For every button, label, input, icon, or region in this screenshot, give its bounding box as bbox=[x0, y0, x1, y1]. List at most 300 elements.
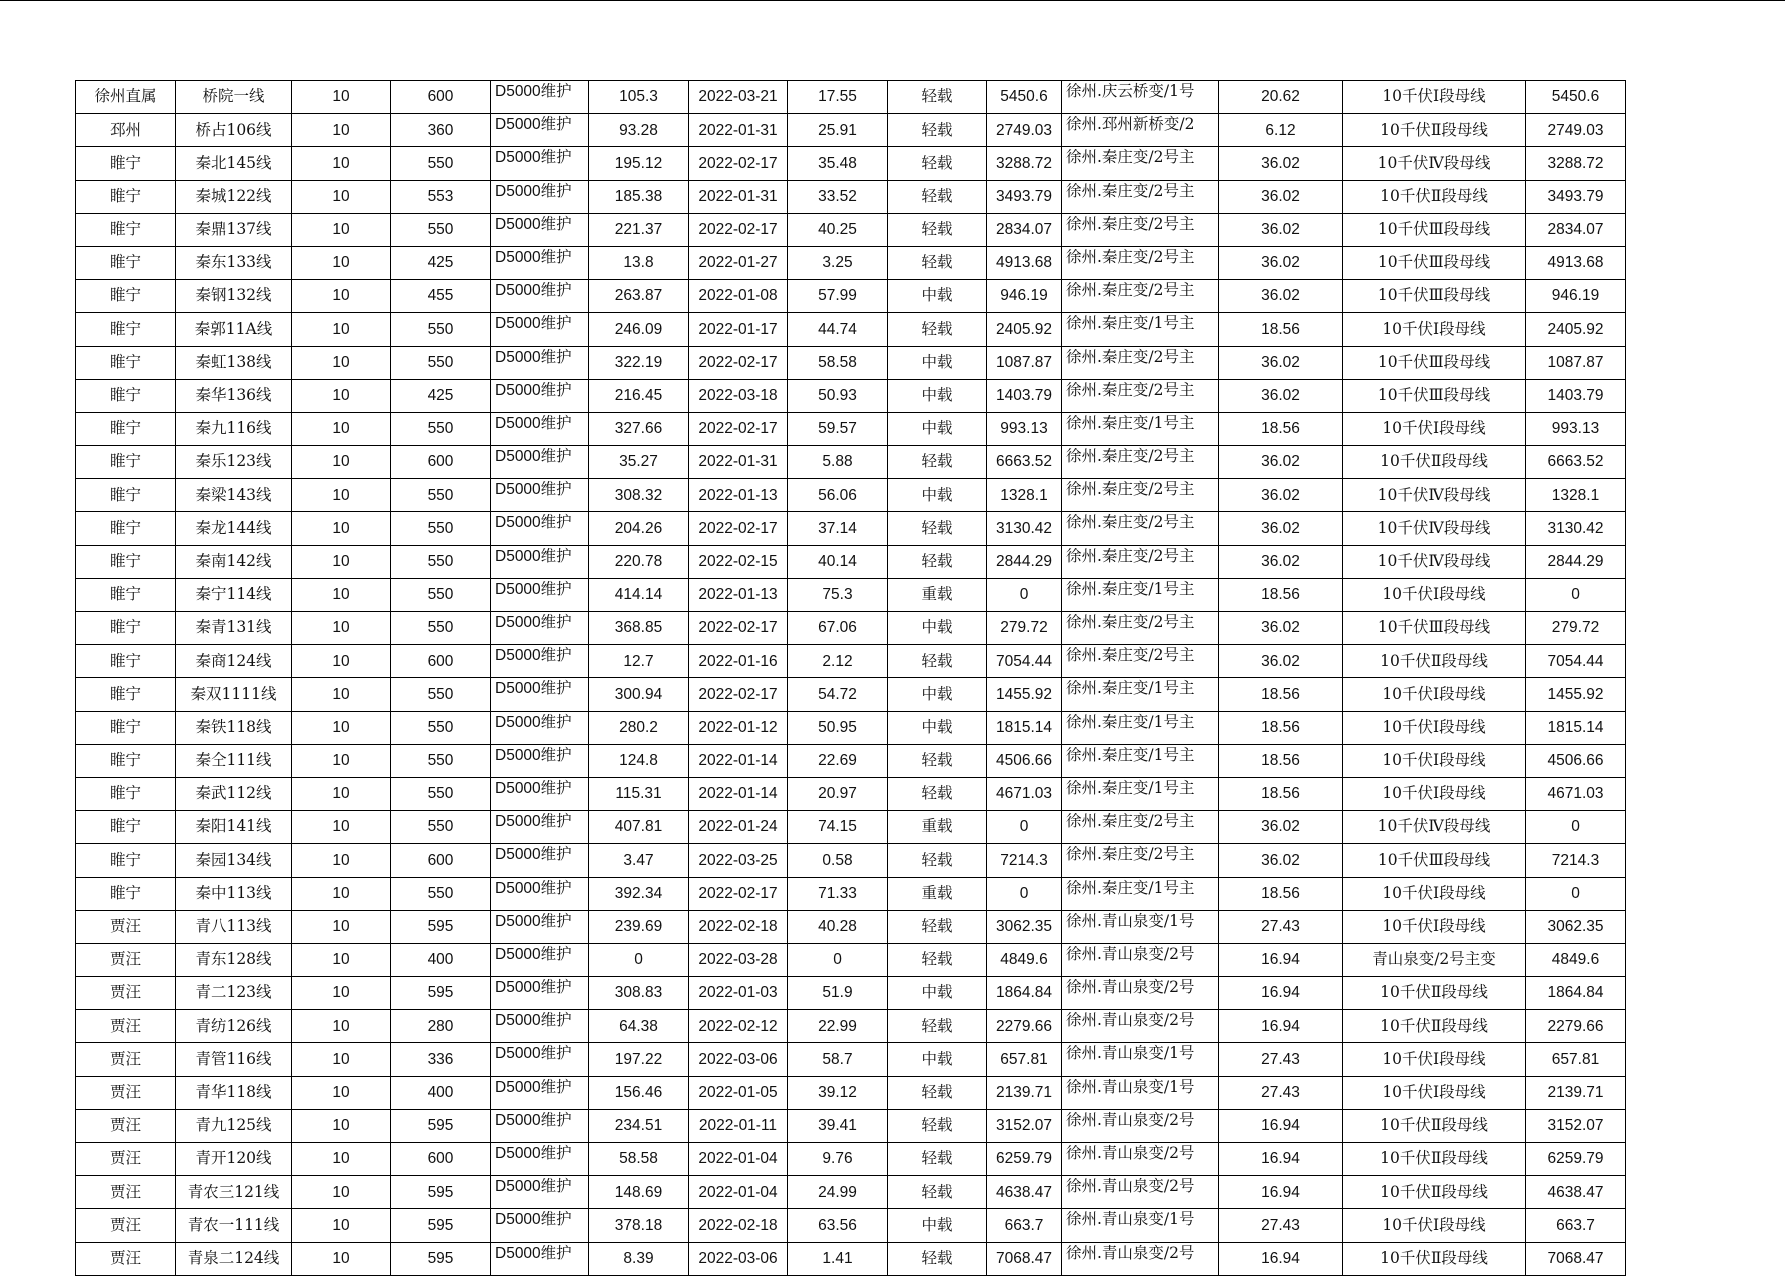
cell-substation: 徐州.青山泉变/2号 bbox=[1062, 977, 1219, 1010]
cell-remaining: 1328.1 bbox=[987, 479, 1062, 512]
cell-load-rate: 50.93 bbox=[788, 379, 888, 412]
cell-load-rate: 25.91 bbox=[788, 114, 888, 147]
cell-voltage: 10 bbox=[292, 943, 391, 976]
cell-bus-section: 10千伏Ⅲ段母线 bbox=[1343, 280, 1526, 313]
cell-load-rate: 63.56 bbox=[788, 1209, 888, 1242]
cell-load-rate: 67.06 bbox=[788, 612, 888, 645]
cell-bus-section: 10千伏Ⅱ段母线 bbox=[1343, 114, 1526, 147]
cell-load-rate: 44.74 bbox=[788, 313, 888, 346]
cell-load-rate: 40.25 bbox=[788, 213, 888, 246]
table-row bbox=[76, 1109, 1626, 1142]
cell-load-level: 重载 bbox=[888, 877, 987, 910]
cell-capacity: 550 bbox=[391, 313, 491, 346]
cell-voltage: 10 bbox=[292, 811, 391, 844]
cell-data-source: D5000维护 bbox=[491, 180, 589, 213]
cell-data-source: D5000维护 bbox=[491, 777, 589, 810]
cell-capacity: 550 bbox=[391, 412, 491, 445]
table-row bbox=[76, 943, 1626, 976]
cell-load-level: 轻载 bbox=[888, 1176, 987, 1209]
cell-line-name: 秦城122线 bbox=[176, 180, 292, 213]
cell-load-level: 中载 bbox=[888, 612, 987, 645]
cell-remaining: 7054.44 bbox=[987, 645, 1062, 678]
cell-district: 睢宁 bbox=[76, 877, 176, 910]
cell-bus-section: 10千伏Ⅰ段母线 bbox=[1343, 711, 1526, 744]
cell-current: 216.45 bbox=[589, 379, 689, 412]
cell-data-source: D5000维护 bbox=[491, 977, 589, 1010]
cell-date: 2022-01-12 bbox=[689, 711, 788, 744]
cell-bus-section: 10千伏Ⅱ段母线 bbox=[1343, 977, 1526, 1010]
cell-current: 221.37 bbox=[589, 213, 689, 246]
cell-voltage: 10 bbox=[292, 1109, 391, 1142]
cell-load-level: 重载 bbox=[888, 578, 987, 611]
cell-remaining: 1815.14 bbox=[987, 711, 1062, 744]
cell-remaining: 7068.47 bbox=[987, 1242, 1062, 1275]
cell-transformer-rate: 16.94 bbox=[1219, 943, 1343, 976]
cell-available-capacity: 3130.42 bbox=[1526, 512, 1626, 545]
cell-data-source: D5000维护 bbox=[491, 678, 589, 711]
cell-current: 58.58 bbox=[589, 1143, 689, 1176]
cell-current: 35.27 bbox=[589, 446, 689, 479]
cell-line-name: 秦东133线 bbox=[176, 246, 292, 279]
cell-capacity: 550 bbox=[391, 711, 491, 744]
cell-substation: 徐州.青山泉变/2号 bbox=[1062, 1109, 1219, 1142]
cell-remaining: 657.81 bbox=[987, 1043, 1062, 1076]
cell-remaining: 946.19 bbox=[987, 280, 1062, 313]
cell-load-level: 轻载 bbox=[888, 512, 987, 545]
cell-line-name: 秦中113线 bbox=[176, 877, 292, 910]
cell-available-capacity: 2279.66 bbox=[1526, 1010, 1626, 1043]
cell-load-level: 轻载 bbox=[888, 1242, 987, 1275]
cell-current: 327.66 bbox=[589, 412, 689, 445]
cell-capacity: 400 bbox=[391, 943, 491, 976]
cell-available-capacity: 6259.79 bbox=[1526, 1143, 1626, 1176]
cell-substation: 徐州.秦庄变/1号主 bbox=[1062, 313, 1219, 346]
cell-date: 2022-02-17 bbox=[689, 213, 788, 246]
cell-available-capacity: 946.19 bbox=[1526, 280, 1626, 313]
cell-remaining: 3288.72 bbox=[987, 147, 1062, 180]
table-row bbox=[76, 1209, 1626, 1242]
cell-date: 2022-01-03 bbox=[689, 977, 788, 1010]
cell-available-capacity: 657.81 bbox=[1526, 1043, 1626, 1076]
cell-transformer-rate: 16.94 bbox=[1219, 1176, 1343, 1209]
cell-date: 2022-01-04 bbox=[689, 1143, 788, 1176]
cell-bus-section: 10千伏Ⅱ段母线 bbox=[1343, 645, 1526, 678]
cell-load-rate: 39.12 bbox=[788, 1076, 888, 1109]
table-row bbox=[76, 545, 1626, 578]
cell-load-rate: 40.28 bbox=[788, 910, 888, 943]
cell-transformer-rate: 16.94 bbox=[1219, 1242, 1343, 1275]
cell-load-level: 轻载 bbox=[888, 1076, 987, 1109]
cell-district: 贾汪 bbox=[76, 1209, 176, 1242]
cell-data-source: D5000维护 bbox=[491, 612, 589, 645]
cell-transformer-rate: 18.56 bbox=[1219, 777, 1343, 810]
cell-load-rate: 5.88 bbox=[788, 446, 888, 479]
cell-available-capacity: 3493.79 bbox=[1526, 180, 1626, 213]
cell-line-name: 秦梁143线 bbox=[176, 479, 292, 512]
cell-bus-section: 10千伏Ⅰ段母线 bbox=[1343, 744, 1526, 777]
cell-current: 93.28 bbox=[589, 114, 689, 147]
cell-voltage: 10 bbox=[292, 645, 391, 678]
cell-district: 睢宁 bbox=[76, 446, 176, 479]
cell-district: 睢宁 bbox=[76, 313, 176, 346]
table-row bbox=[76, 1010, 1626, 1043]
cell-remaining: 1087.87 bbox=[987, 346, 1062, 379]
cell-date: 2022-02-15 bbox=[689, 545, 788, 578]
cell-bus-section: 10千伏Ⅱ段母线 bbox=[1343, 1109, 1526, 1142]
cell-available-capacity: 3062.35 bbox=[1526, 910, 1626, 943]
cell-current: 392.34 bbox=[589, 877, 689, 910]
cell-available-capacity: 993.13 bbox=[1526, 412, 1626, 445]
cell-transformer-rate: 20.62 bbox=[1219, 81, 1343, 114]
cell-district: 睢宁 bbox=[76, 545, 176, 578]
cell-substation: 徐州.秦庄变/2号主 bbox=[1062, 545, 1219, 578]
cell-district: 贾汪 bbox=[76, 943, 176, 976]
cell-current: 263.87 bbox=[589, 280, 689, 313]
cell-line-name: 秦武112线 bbox=[176, 777, 292, 810]
cell-data-source: D5000维护 bbox=[491, 811, 589, 844]
cell-available-capacity: 1087.87 bbox=[1526, 346, 1626, 379]
cell-remaining: 663.7 bbox=[987, 1209, 1062, 1242]
cell-capacity: 455 bbox=[391, 280, 491, 313]
cell-data-source: D5000维护 bbox=[491, 1209, 589, 1242]
cell-line-name: 青纺126线 bbox=[176, 1010, 292, 1043]
cell-transformer-rate: 27.43 bbox=[1219, 1043, 1343, 1076]
table-row bbox=[76, 180, 1626, 213]
cell-substation: 徐州.青山泉变/2号 bbox=[1062, 943, 1219, 976]
cell-load-level: 轻载 bbox=[888, 910, 987, 943]
cell-remaining: 993.13 bbox=[987, 412, 1062, 445]
cell-capacity: 600 bbox=[391, 446, 491, 479]
cell-load-level: 重载 bbox=[888, 811, 987, 844]
cell-available-capacity: 7068.47 bbox=[1526, 1242, 1626, 1275]
cell-current: 156.46 bbox=[589, 1076, 689, 1109]
cell-voltage: 10 bbox=[292, 147, 391, 180]
cell-bus-section: 10千伏Ⅲ段母线 bbox=[1343, 213, 1526, 246]
cell-capacity: 600 bbox=[391, 81, 491, 114]
cell-district: 贾汪 bbox=[76, 977, 176, 1010]
cell-bus-section: 10千伏Ⅱ段母线 bbox=[1343, 446, 1526, 479]
cell-load-level: 中载 bbox=[888, 280, 987, 313]
cell-remaining: 279.72 bbox=[987, 612, 1062, 645]
cell-line-name: 秦南142线 bbox=[176, 545, 292, 578]
cell-voltage: 10 bbox=[292, 479, 391, 512]
cell-load-rate: 71.33 bbox=[788, 877, 888, 910]
cell-load-level: 轻载 bbox=[888, 844, 987, 877]
cell-current: 280.2 bbox=[589, 711, 689, 744]
cell-available-capacity: 4849.6 bbox=[1526, 943, 1626, 976]
cell-substation: 徐州.秦庄变/2号主 bbox=[1062, 213, 1219, 246]
cell-available-capacity: 1864.84 bbox=[1526, 977, 1626, 1010]
cell-substation: 徐州.秦庄变/2号主 bbox=[1062, 246, 1219, 279]
cell-district: 睢宁 bbox=[76, 147, 176, 180]
cell-district: 贾汪 bbox=[76, 1010, 176, 1043]
cell-district: 贾汪 bbox=[76, 1143, 176, 1176]
cell-substation: 徐州.青山泉变/1号 bbox=[1062, 910, 1219, 943]
cell-transformer-rate: 18.56 bbox=[1219, 313, 1343, 346]
table-row bbox=[76, 379, 1626, 412]
cell-remaining: 1864.84 bbox=[987, 977, 1062, 1010]
cell-date: 2022-01-11 bbox=[689, 1109, 788, 1142]
cell-load-rate: 20.97 bbox=[788, 777, 888, 810]
cell-capacity: 553 bbox=[391, 180, 491, 213]
cell-voltage: 10 bbox=[292, 1010, 391, 1043]
cell-voltage: 10 bbox=[292, 744, 391, 777]
cell-load-rate: 56.06 bbox=[788, 479, 888, 512]
table-row bbox=[76, 147, 1626, 180]
cell-substation: 徐州.青山泉变/1号 bbox=[1062, 1043, 1219, 1076]
cell-capacity: 360 bbox=[391, 114, 491, 147]
cell-substation: 徐州.青山泉变/2号 bbox=[1062, 1010, 1219, 1043]
cell-remaining: 4913.68 bbox=[987, 246, 1062, 279]
cell-voltage: 10 bbox=[292, 379, 391, 412]
cell-line-name: 青农三121线 bbox=[176, 1176, 292, 1209]
cell-current: 12.7 bbox=[589, 645, 689, 678]
cell-current: 407.81 bbox=[589, 811, 689, 844]
cell-transformer-rate: 18.56 bbox=[1219, 678, 1343, 711]
table-row bbox=[76, 213, 1626, 246]
cell-available-capacity: 1403.79 bbox=[1526, 379, 1626, 412]
cell-capacity: 600 bbox=[391, 844, 491, 877]
cell-date: 2022-01-05 bbox=[689, 1076, 788, 1109]
cell-remaining: 6663.52 bbox=[987, 446, 1062, 479]
cell-current: 148.69 bbox=[589, 1176, 689, 1209]
table-row bbox=[76, 114, 1626, 147]
cell-line-name: 青九125线 bbox=[176, 1109, 292, 1142]
cell-load-rate: 1.41 bbox=[788, 1242, 888, 1275]
cell-load-rate: 37.14 bbox=[788, 512, 888, 545]
cell-voltage: 10 bbox=[292, 280, 391, 313]
cell-data-source: D5000维护 bbox=[491, 545, 589, 578]
cell-capacity: 550 bbox=[391, 811, 491, 844]
cell-line-name: 秦九116线 bbox=[176, 412, 292, 445]
cell-load-level: 轻载 bbox=[888, 81, 987, 114]
cell-voltage: 10 bbox=[292, 180, 391, 213]
cell-remaining: 4506.66 bbox=[987, 744, 1062, 777]
cell-load-rate: 2.12 bbox=[788, 645, 888, 678]
cell-district: 睢宁 bbox=[76, 246, 176, 279]
cell-bus-section: 10千伏Ⅰ段母线 bbox=[1343, 1209, 1526, 1242]
cell-capacity: 336 bbox=[391, 1043, 491, 1076]
cell-data-source: D5000维护 bbox=[491, 114, 589, 147]
cell-district: 睢宁 bbox=[76, 180, 176, 213]
cell-line-name: 秦园134线 bbox=[176, 844, 292, 877]
cell-transformer-rate: 16.94 bbox=[1219, 977, 1343, 1010]
cell-district: 睢宁 bbox=[76, 213, 176, 246]
cell-voltage: 10 bbox=[292, 313, 391, 346]
cell-district: 睢宁 bbox=[76, 280, 176, 313]
cell-district: 睢宁 bbox=[76, 512, 176, 545]
cell-remaining: 0 bbox=[987, 578, 1062, 611]
cell-data-source: D5000维护 bbox=[491, 446, 589, 479]
cell-remaining: 2405.92 bbox=[987, 313, 1062, 346]
table-row bbox=[76, 512, 1626, 545]
cell-transformer-rate: 36.02 bbox=[1219, 213, 1343, 246]
cell-available-capacity: 4638.47 bbox=[1526, 1176, 1626, 1209]
cell-load-level: 中载 bbox=[888, 678, 987, 711]
table-row bbox=[76, 1143, 1626, 1176]
cell-voltage: 10 bbox=[292, 114, 391, 147]
cell-substation: 徐州.青山泉变/1号 bbox=[1062, 1076, 1219, 1109]
cell-available-capacity: 1815.14 bbox=[1526, 711, 1626, 744]
cell-data-source: D5000维护 bbox=[491, 379, 589, 412]
table-row bbox=[76, 346, 1626, 379]
cell-remaining: 5450.6 bbox=[987, 81, 1062, 114]
cell-date: 2022-01-27 bbox=[689, 246, 788, 279]
cell-line-name: 秦青131线 bbox=[176, 612, 292, 645]
cell-transformer-rate: 18.56 bbox=[1219, 877, 1343, 910]
cell-district: 睢宁 bbox=[76, 578, 176, 611]
cell-line-name: 秦鼎137线 bbox=[176, 213, 292, 246]
cell-remaining: 4671.03 bbox=[987, 777, 1062, 810]
cell-transformer-rate: 16.94 bbox=[1219, 1143, 1343, 1176]
cell-district: 徐州直属 bbox=[76, 81, 176, 114]
table-body bbox=[76, 81, 1626, 1276]
cell-capacity: 425 bbox=[391, 379, 491, 412]
cell-data-source: D5000维护 bbox=[491, 346, 589, 379]
table-row bbox=[76, 1076, 1626, 1109]
cell-load-level: 中载 bbox=[888, 346, 987, 379]
cell-line-name: 桥院一线 bbox=[176, 81, 292, 114]
cell-bus-section: 10千伏Ⅲ段母线 bbox=[1343, 844, 1526, 877]
cell-current: 322.19 bbox=[589, 346, 689, 379]
cell-substation: 徐州.秦庄变/1号主 bbox=[1062, 678, 1219, 711]
cell-remaining: 2139.71 bbox=[987, 1076, 1062, 1109]
cell-current: 234.51 bbox=[589, 1109, 689, 1142]
cell-available-capacity: 0 bbox=[1526, 578, 1626, 611]
table-row bbox=[76, 578, 1626, 611]
cell-voltage: 10 bbox=[292, 777, 391, 810]
cell-line-name: 青农一111线 bbox=[176, 1209, 292, 1242]
cell-date: 2022-01-14 bbox=[689, 744, 788, 777]
cell-data-source: D5000维护 bbox=[491, 1143, 589, 1176]
cell-load-rate: 9.76 bbox=[788, 1143, 888, 1176]
table-row bbox=[76, 412, 1626, 445]
cell-available-capacity: 663.7 bbox=[1526, 1209, 1626, 1242]
cell-line-name: 秦双1111线 bbox=[176, 678, 292, 711]
cell-data-source: D5000维护 bbox=[491, 1242, 589, 1275]
cell-current: 64.38 bbox=[589, 1010, 689, 1043]
cell-capacity: 550 bbox=[391, 346, 491, 379]
cell-transformer-rate: 6.12 bbox=[1219, 114, 1343, 147]
cell-bus-section: 青山泉变/2号主变 bbox=[1343, 943, 1526, 976]
cell-data-source: D5000维护 bbox=[491, 943, 589, 976]
cell-load-rate: 39.41 bbox=[788, 1109, 888, 1142]
cell-available-capacity: 6663.52 bbox=[1526, 446, 1626, 479]
cell-capacity: 550 bbox=[391, 479, 491, 512]
cell-line-name: 秦北145线 bbox=[176, 147, 292, 180]
cell-available-capacity: 1455.92 bbox=[1526, 678, 1626, 711]
cell-load-level: 轻载 bbox=[888, 446, 987, 479]
cell-capacity: 400 bbox=[391, 1076, 491, 1109]
table-row bbox=[76, 844, 1626, 877]
cell-transformer-rate: 36.02 bbox=[1219, 545, 1343, 578]
cell-data-source: D5000维护 bbox=[491, 877, 589, 910]
cell-current: 13.8 bbox=[589, 246, 689, 279]
cell-transformer-rate: 36.02 bbox=[1219, 844, 1343, 877]
cell-line-name: 秦仝111线 bbox=[176, 744, 292, 777]
cell-data-source: D5000维护 bbox=[491, 512, 589, 545]
cell-data-source: D5000维护 bbox=[491, 1043, 589, 1076]
cell-bus-section: 10千伏Ⅲ段母线 bbox=[1343, 379, 1526, 412]
cell-transformer-rate: 36.02 bbox=[1219, 446, 1343, 479]
table-row bbox=[76, 645, 1626, 678]
cell-date: 2022-03-25 bbox=[689, 844, 788, 877]
cell-load-rate: 24.99 bbox=[788, 1176, 888, 1209]
cell-bus-section: 10千伏Ⅰ段母线 bbox=[1343, 313, 1526, 346]
cell-voltage: 10 bbox=[292, 246, 391, 279]
cell-date: 2022-03-18 bbox=[689, 379, 788, 412]
cell-line-name: 青泉二124线 bbox=[176, 1242, 292, 1275]
table-row bbox=[76, 479, 1626, 512]
cell-voltage: 10 bbox=[292, 877, 391, 910]
cell-available-capacity: 3288.72 bbox=[1526, 147, 1626, 180]
cell-line-name: 秦龙144线 bbox=[176, 512, 292, 545]
table-row bbox=[76, 744, 1626, 777]
cell-capacity: 550 bbox=[391, 213, 491, 246]
cell-district: 贾汪 bbox=[76, 1043, 176, 1076]
cell-available-capacity: 2844.29 bbox=[1526, 545, 1626, 578]
cell-data-source: D5000维护 bbox=[491, 479, 589, 512]
cell-current: 115.31 bbox=[589, 777, 689, 810]
cell-load-rate: 22.99 bbox=[788, 1010, 888, 1043]
cell-substation: 徐州.秦庄变/2号主 bbox=[1062, 180, 1219, 213]
cell-load-rate: 75.3 bbox=[788, 578, 888, 611]
cell-load-rate: 33.52 bbox=[788, 180, 888, 213]
cell-district: 睢宁 bbox=[76, 412, 176, 445]
cell-substation: 徐州.秦庄变/2号主 bbox=[1062, 512, 1219, 545]
table-row bbox=[76, 1242, 1626, 1275]
cell-load-rate: 3.25 bbox=[788, 246, 888, 279]
cell-current: 185.38 bbox=[589, 180, 689, 213]
cell-substation: 徐州.秦庄变/1号主 bbox=[1062, 777, 1219, 810]
cell-bus-section: 10千伏Ⅱ段母线 bbox=[1343, 1242, 1526, 1275]
cell-voltage: 10 bbox=[292, 1209, 391, 1242]
cell-substation: 徐州.秦庄变/2号主 bbox=[1062, 147, 1219, 180]
table-row bbox=[76, 977, 1626, 1010]
cell-transformer-rate: 36.02 bbox=[1219, 346, 1343, 379]
cell-date: 2022-02-17 bbox=[689, 147, 788, 180]
cell-remaining: 3152.07 bbox=[987, 1109, 1062, 1142]
cell-line-name: 青东128线 bbox=[176, 943, 292, 976]
table-row bbox=[76, 711, 1626, 744]
cell-available-capacity: 1328.1 bbox=[1526, 479, 1626, 512]
cell-load-rate: 17.55 bbox=[788, 81, 888, 114]
cell-data-source: D5000维护 bbox=[491, 1176, 589, 1209]
cell-current: 124.8 bbox=[589, 744, 689, 777]
cell-date: 2022-03-28 bbox=[689, 943, 788, 976]
cell-capacity: 600 bbox=[391, 1143, 491, 1176]
cell-substation: 徐州.邳州新桥变/2 bbox=[1062, 114, 1219, 147]
cell-data-source: D5000维护 bbox=[491, 280, 589, 313]
table-row bbox=[76, 678, 1626, 711]
cell-bus-section: 10千伏Ⅰ段母线 bbox=[1343, 877, 1526, 910]
table-row bbox=[76, 1176, 1626, 1209]
cell-remaining: 6259.79 bbox=[987, 1143, 1062, 1176]
cell-transformer-rate: 36.02 bbox=[1219, 246, 1343, 279]
cell-data-source: D5000维护 bbox=[491, 1076, 589, 1109]
cell-load-level: 轻载 bbox=[888, 545, 987, 578]
cell-data-source: D5000维护 bbox=[491, 578, 589, 611]
cell-load-rate: 58.58 bbox=[788, 346, 888, 379]
cell-load-rate: 0.58 bbox=[788, 844, 888, 877]
cell-load-level: 中载 bbox=[888, 412, 987, 445]
cell-voltage: 10 bbox=[292, 977, 391, 1010]
cell-remaining: 3493.79 bbox=[987, 180, 1062, 213]
cell-date: 2022-01-31 bbox=[689, 180, 788, 213]
cell-substation: 徐州.秦庄变/1号主 bbox=[1062, 744, 1219, 777]
cell-transformer-rate: 27.43 bbox=[1219, 1076, 1343, 1109]
cell-voltage: 10 bbox=[292, 678, 391, 711]
